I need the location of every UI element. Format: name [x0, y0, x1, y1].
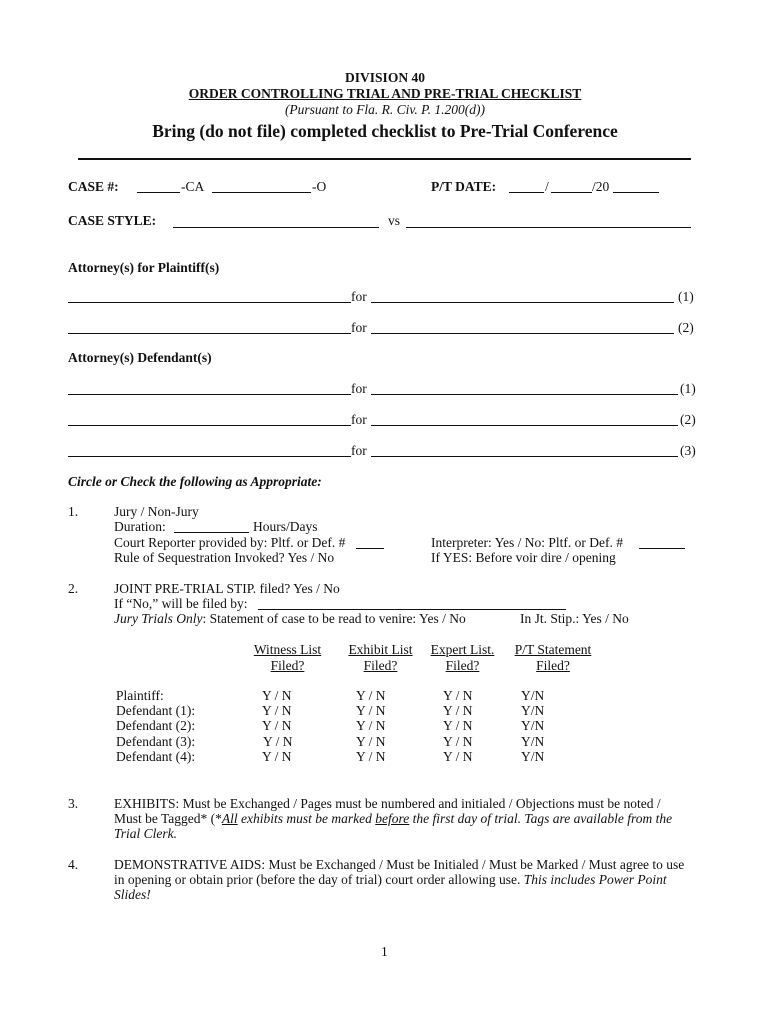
duration-field[interactable]	[174, 532, 249, 533]
witness-list-header-line1: Witness List	[253, 642, 322, 657]
expert-list-yn[interactable]: Y / N	[443, 734, 473, 749]
pt-date-slash: /	[545, 179, 549, 194]
item-4-number: 4.	[68, 857, 79, 872]
witness-list-yn[interactable]: Y / N	[262, 688, 292, 703]
pt-statement-yn[interactable]: Y/N	[521, 688, 545, 703]
expert-list-header	[415, 642, 510, 674]
pt-date-year-field[interactable]	[613, 192, 659, 193]
exhibit-list-yn[interactable]: Y / N	[356, 703, 386, 718]
defendant-number-3: (3)	[680, 443, 696, 458]
item-1-number: 1.	[68, 504, 79, 519]
party-label: Defendant (4):	[116, 749, 196, 764]
interpreter-question[interactable]: Interpreter: Yes / No: Pltf. or Def. #	[431, 535, 623, 550]
defendant-party-1-field[interactable]	[371, 394, 678, 395]
witness-list-yn[interactable]: Y / N	[262, 703, 292, 718]
pt-date-day-field[interactable]	[551, 192, 592, 193]
defendant-attorneys-heading: Attorney(s) Defendant(s)	[68, 350, 212, 365]
for-label: for	[351, 289, 367, 304]
exhibit-list-header-line2: Filed?	[363, 658, 398, 673]
defendant-party-3-field[interactable]	[371, 456, 678, 457]
plaintiff-number-2: (2)	[678, 320, 694, 335]
interpreter-def-field[interactable]	[639, 548, 685, 549]
expert-list-yn[interactable]: Y / N	[443, 688, 473, 703]
expert-list-yn[interactable]: Y / N	[443, 703, 473, 718]
pt-statement-yn[interactable]: Y/N	[521, 718, 545, 733]
pt-statement-yn[interactable]: Y/N	[521, 703, 545, 718]
form-title	[0, 86, 770, 102]
instruction-heading: Bring (do not file) completed checklist to Pre-Trial Conference	[152, 121, 618, 141]
exhibit-list-header	[333, 642, 428, 674]
for-label: for	[351, 443, 367, 458]
defendant-attorney-3-field[interactable]	[68, 456, 351, 457]
marked-text: exhibits must be marked	[237, 811, 376, 826]
defendant-attorney-2-field[interactable]	[68, 425, 351, 426]
pt-statement-yn[interactable]: Y/N	[521, 749, 545, 764]
header-divider	[78, 158, 691, 160]
witness-list-yn[interactable]: Y / N	[262, 718, 292, 733]
expert-list-yn[interactable]: Y / N	[443, 749, 473, 764]
duration-unit[interactable]: Hours/Days	[253, 519, 318, 534]
all-emphasis: All	[221, 811, 238, 826]
first-day-text: the first day of trial. Tags are available from the	[409, 811, 673, 826]
case-ca-text: -CA	[181, 179, 205, 194]
jury-trials-only-label: Jury Trials Only	[114, 611, 203, 626]
pt-date-year-prefix: /20	[592, 179, 610, 194]
witness-list-header	[240, 642, 335, 674]
court-reporter-question[interactable]: Court Reporter provided by: Pltf. or Def. #	[114, 535, 346, 550]
trial-clerk-text: Trial Clerk.	[114, 826, 178, 841]
item-3-number: 3.	[68, 796, 79, 811]
expert-list-header-line1: Expert List.	[430, 642, 495, 657]
filed-by-field[interactable]	[258, 609, 566, 610]
case-style-plaintiff-field[interactable]	[173, 227, 379, 228]
for-label: for	[351, 320, 367, 335]
page-number: 1	[381, 944, 388, 959]
party-label: Defendant (2):	[116, 718, 196, 733]
for-label: for	[351, 412, 367, 427]
division-heading: DIVISION 40	[345, 70, 425, 85]
pt-statement-yn[interactable]: Y/N	[521, 734, 545, 749]
pt-date-label: P/T DATE:	[431, 179, 497, 194]
case-number-field[interactable]	[212, 192, 311, 193]
for-label: for	[351, 381, 367, 396]
tagged-text: Must be Tagged* (*	[114, 811, 222, 826]
form-title-text: ORDER CONTROLLING TRIAL AND PRE-TRIAL CHECKLIST	[188, 86, 582, 101]
exhibit-list-header-line1: Exhibit List	[348, 642, 413, 657]
court-reporter-def-field[interactable]	[356, 548, 384, 549]
jt-stip-question[interactable]: In Jt. Stip.: Yes / No	[520, 611, 629, 626]
defendant-attorney-1-field[interactable]	[68, 394, 351, 395]
opening-order-text: in opening or obtain prior (before the day of trial) court order allowing use.	[114, 872, 524, 887]
statement-text: : Statement of case to be read to venire: Yes / No	[202, 611, 466, 626]
exhibits-tagging	[114, 811, 672, 827]
sequestration-question[interactable]: Rule of Sequestration Invoked? Yes / No	[114, 550, 335, 565]
exhibit-list-yn[interactable]: Y / N	[356, 749, 386, 764]
demonstrative-aids-requirements: DEMONSTRATIVE AIDS: Must be Exchanged / Must be Initialed / Must be Marked / Must agree to use	[114, 857, 685, 872]
slides-text: Slides!	[114, 887, 151, 902]
joint-stip-question[interactable]: JOINT PRE-TRIAL STIP. filed? Yes / No	[114, 581, 340, 596]
witness-list-yn[interactable]: Y / N	[262, 749, 292, 764]
statement-question[interactable]	[114, 611, 466, 627]
party-label: Defendant (1):	[116, 703, 196, 718]
plaintiff-attorney-1-field[interactable]	[68, 302, 351, 303]
duration-label: Duration:	[114, 519, 166, 534]
exhibit-list-yn[interactable]: Y / N	[356, 718, 386, 733]
form-subtitle: (Pursuant to Fla. R. Civ. P. 1.200(d))	[284, 102, 486, 117]
pt-date-month-field[interactable]	[509, 192, 544, 193]
case-o-text: -O	[312, 179, 327, 194]
defendant-party-2-field[interactable]	[371, 425, 678, 426]
plaintiff-attorneys-heading: Attorney(s) for Plaintiff(s)	[68, 260, 220, 275]
exhibit-list-yn[interactable]: Y / N	[356, 734, 386, 749]
case-number-label: CASE #:	[68, 179, 119, 194]
item-2-number: 2.	[68, 581, 79, 596]
jury-option[interactable]: Jury / Non-Jury	[114, 504, 199, 519]
witness-list-header-line2: Filed?	[270, 658, 305, 673]
plaintiff-attorney-2-field[interactable]	[68, 333, 351, 334]
defendant-number-2: (2)	[680, 412, 696, 427]
witness-list-yn[interactable]: Y / N	[263, 734, 293, 749]
if-no-filed-by-label: If “No,” will be filed by:	[114, 596, 248, 611]
expert-list-header-line2: Filed?	[445, 658, 480, 673]
before-emphasis: before	[375, 811, 410, 826]
power-point-text: This includes Power Point	[523, 872, 667, 887]
circle-check-heading: Circle or Check the following as Appropriate:	[68, 474, 322, 489]
plaintiff-party-1-field[interactable]	[371, 302, 674, 303]
demonstrative-aids-order	[114, 872, 667, 888]
pt-statement-header-line2: Filed?	[536, 658, 570, 673]
plaintiff-number-1: (1)	[678, 289, 694, 304]
exhibit-list-yn[interactable]: Y / N	[356, 688, 386, 703]
plaintiff-party-2-field[interactable]	[371, 333, 674, 334]
case-year-field[interactable]	[137, 192, 180, 193]
expert-list-yn[interactable]: Y / N	[443, 718, 473, 733]
party-label: Defendant (3):	[116, 734, 196, 749]
exhibits-requirements: EXHIBITS: Must be Exchanged / Pages must be numbered and initialed / Objections must be noted /	[114, 796, 661, 811]
case-style-defendant-field[interactable]	[406, 227, 691, 228]
pt-statement-header	[497, 642, 609, 674]
party-label: Plaintiff:	[116, 688, 164, 703]
sequestration-if-yes[interactable]: If YES: Before voir dire / opening	[431, 550, 616, 565]
case-style-vs: vs	[388, 213, 401, 228]
defendant-number-1: (1)	[680, 381, 696, 396]
case-style-label: CASE STYLE:	[68, 213, 157, 228]
pt-statement-header-line1: P/T Statement	[514, 642, 592, 657]
